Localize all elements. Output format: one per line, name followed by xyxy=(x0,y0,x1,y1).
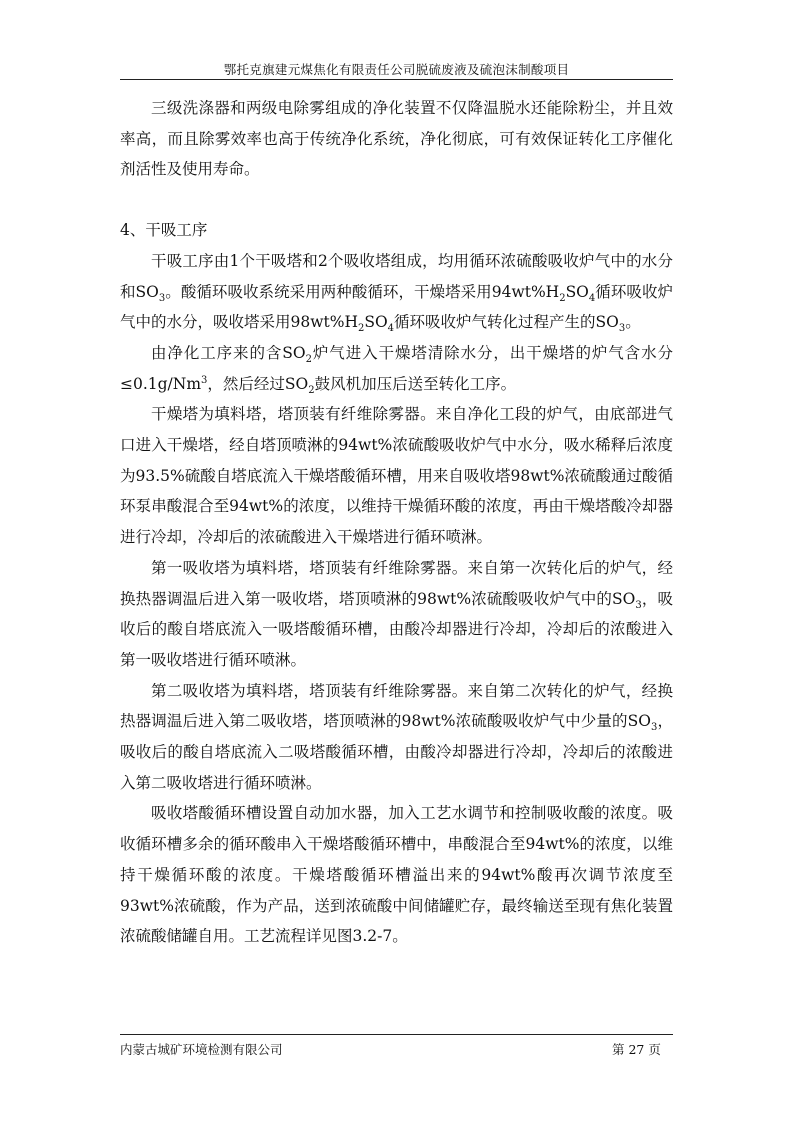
paragraph-first-absorption-tower: 第一吸收塔为填料塔，塔顶装有纤维除雾器。来自第一次转化后的炉气，经换热器调温后进入第一吸收塔，塔顶喷淋的98wt%浓硫酸吸收炉气中的$SO_3$，吸收后的酸自塔底流入一吸塔酸循环槽，由酸冷却器进行冷却，冷却后的浓酸进入第一吸收塔进行循环喷淋。 xyxy=(120,558,673,669)
paragraph-second-absorption-tower: 第二吸收塔为填料塔，塔顶装有纤维除雾器。来自第二次转化的炉气，经换热器调温后进入第二吸收塔，塔顶喷淋的98wt%浓硫酸吸收炉气中少量的$SO_3$，吸收后的酸自塔底流入二吸塔酸循环槽，由酸冷却器进行冷却，冷却后的浓酸进入第二吸收塔进行循环喷淋。 xyxy=(120,681,673,792)
paragraph-drying-tower-inlet: 由净化工序来的含$SO_2$炉气进入干燥塔清除水分，出干燥塔的炉气含水分$\le 0.1g/Nm^3$，然后经过$SO_2$鼓风机加压后送至转化工序。 xyxy=(120,343,673,396)
spacer xyxy=(120,185,673,215)
header-divider xyxy=(120,79,673,80)
footer-company: 内蒙古城矿环境检测有限公司 xyxy=(120,1042,283,1057)
paragraph-acid-circulation: 吸收塔酸循环槽设置自动加水器，加入工艺水调节和控制吸收酸的浓度。吸收循环槽多余的循环酸串入干燥塔酸循环槽中，串酸混合至94wt%的浓度，以维持干燥循环酸的浓度。干燥塔酸循环槽溢出来的94wt%酸再次调节浓度至93wt%浓硫酸，作为产品，送到浓硫酸中间储罐贮存，最终输送至现有焦化装置浓硫酸储罐自用。工艺流程详见图3.2-7。 xyxy=(120,804,673,946)
footer-divider xyxy=(120,1034,673,1035)
paragraph-drying-absorption-overview: 干吸工序由1个干吸塔和2个吸收塔组成，均用循环浓硫酸吸收炉气中的水分和$SO_3$。酸循环吸收系统采用两种酸循环，干燥塔采用$94wt\%H_2SO_4$循环吸收炉气中的水分，吸收塔采用$98wt\%H_2SO_4$循环吸收炉气转化过程产生的$SO_3$。 xyxy=(120,251,673,335)
paragraph-purification-summary: 三级洗涤器和两级电除雾组成的净化装置不仅降温脱水还能除粉尘，并且效率高，而且除雾效率也高于传统净化系统，净化彻底，可有效保证转化工序催化剂活性及使用寿命。 xyxy=(120,99,673,179)
page-header-title: 鄂托克旗建元煤焦化有限责任公司脱硫废液及硫泡沫制酸项目 xyxy=(223,62,570,77)
footer-page-number: 第 27 页 xyxy=(612,1042,661,1057)
paragraph-drying-tower: 干燥塔为填料塔，塔顶装有纤维除雾器。来自净化工段的炉气，由底部进气口进入干燥塔，经自塔顶喷淋的94wt%浓硫酸吸收炉气中水分，吸水稀释后浓度为93.5%硫酸自塔底流入干燥塔酸循环槽，用来自吸收塔98wt%浓硫酸通过酸循环泵串酸混合至94wt%的浓度，以维持干燥循环酸的浓度，再由干燥塔酸冷却器进行冷却，冷却后的浓硫酸进入干燥塔进行循环喷淋。 xyxy=(120,405,673,547)
section-heading-drying-absorption: 4、干吸工序 xyxy=(120,221,208,240)
document-body xyxy=(120,93,673,952)
